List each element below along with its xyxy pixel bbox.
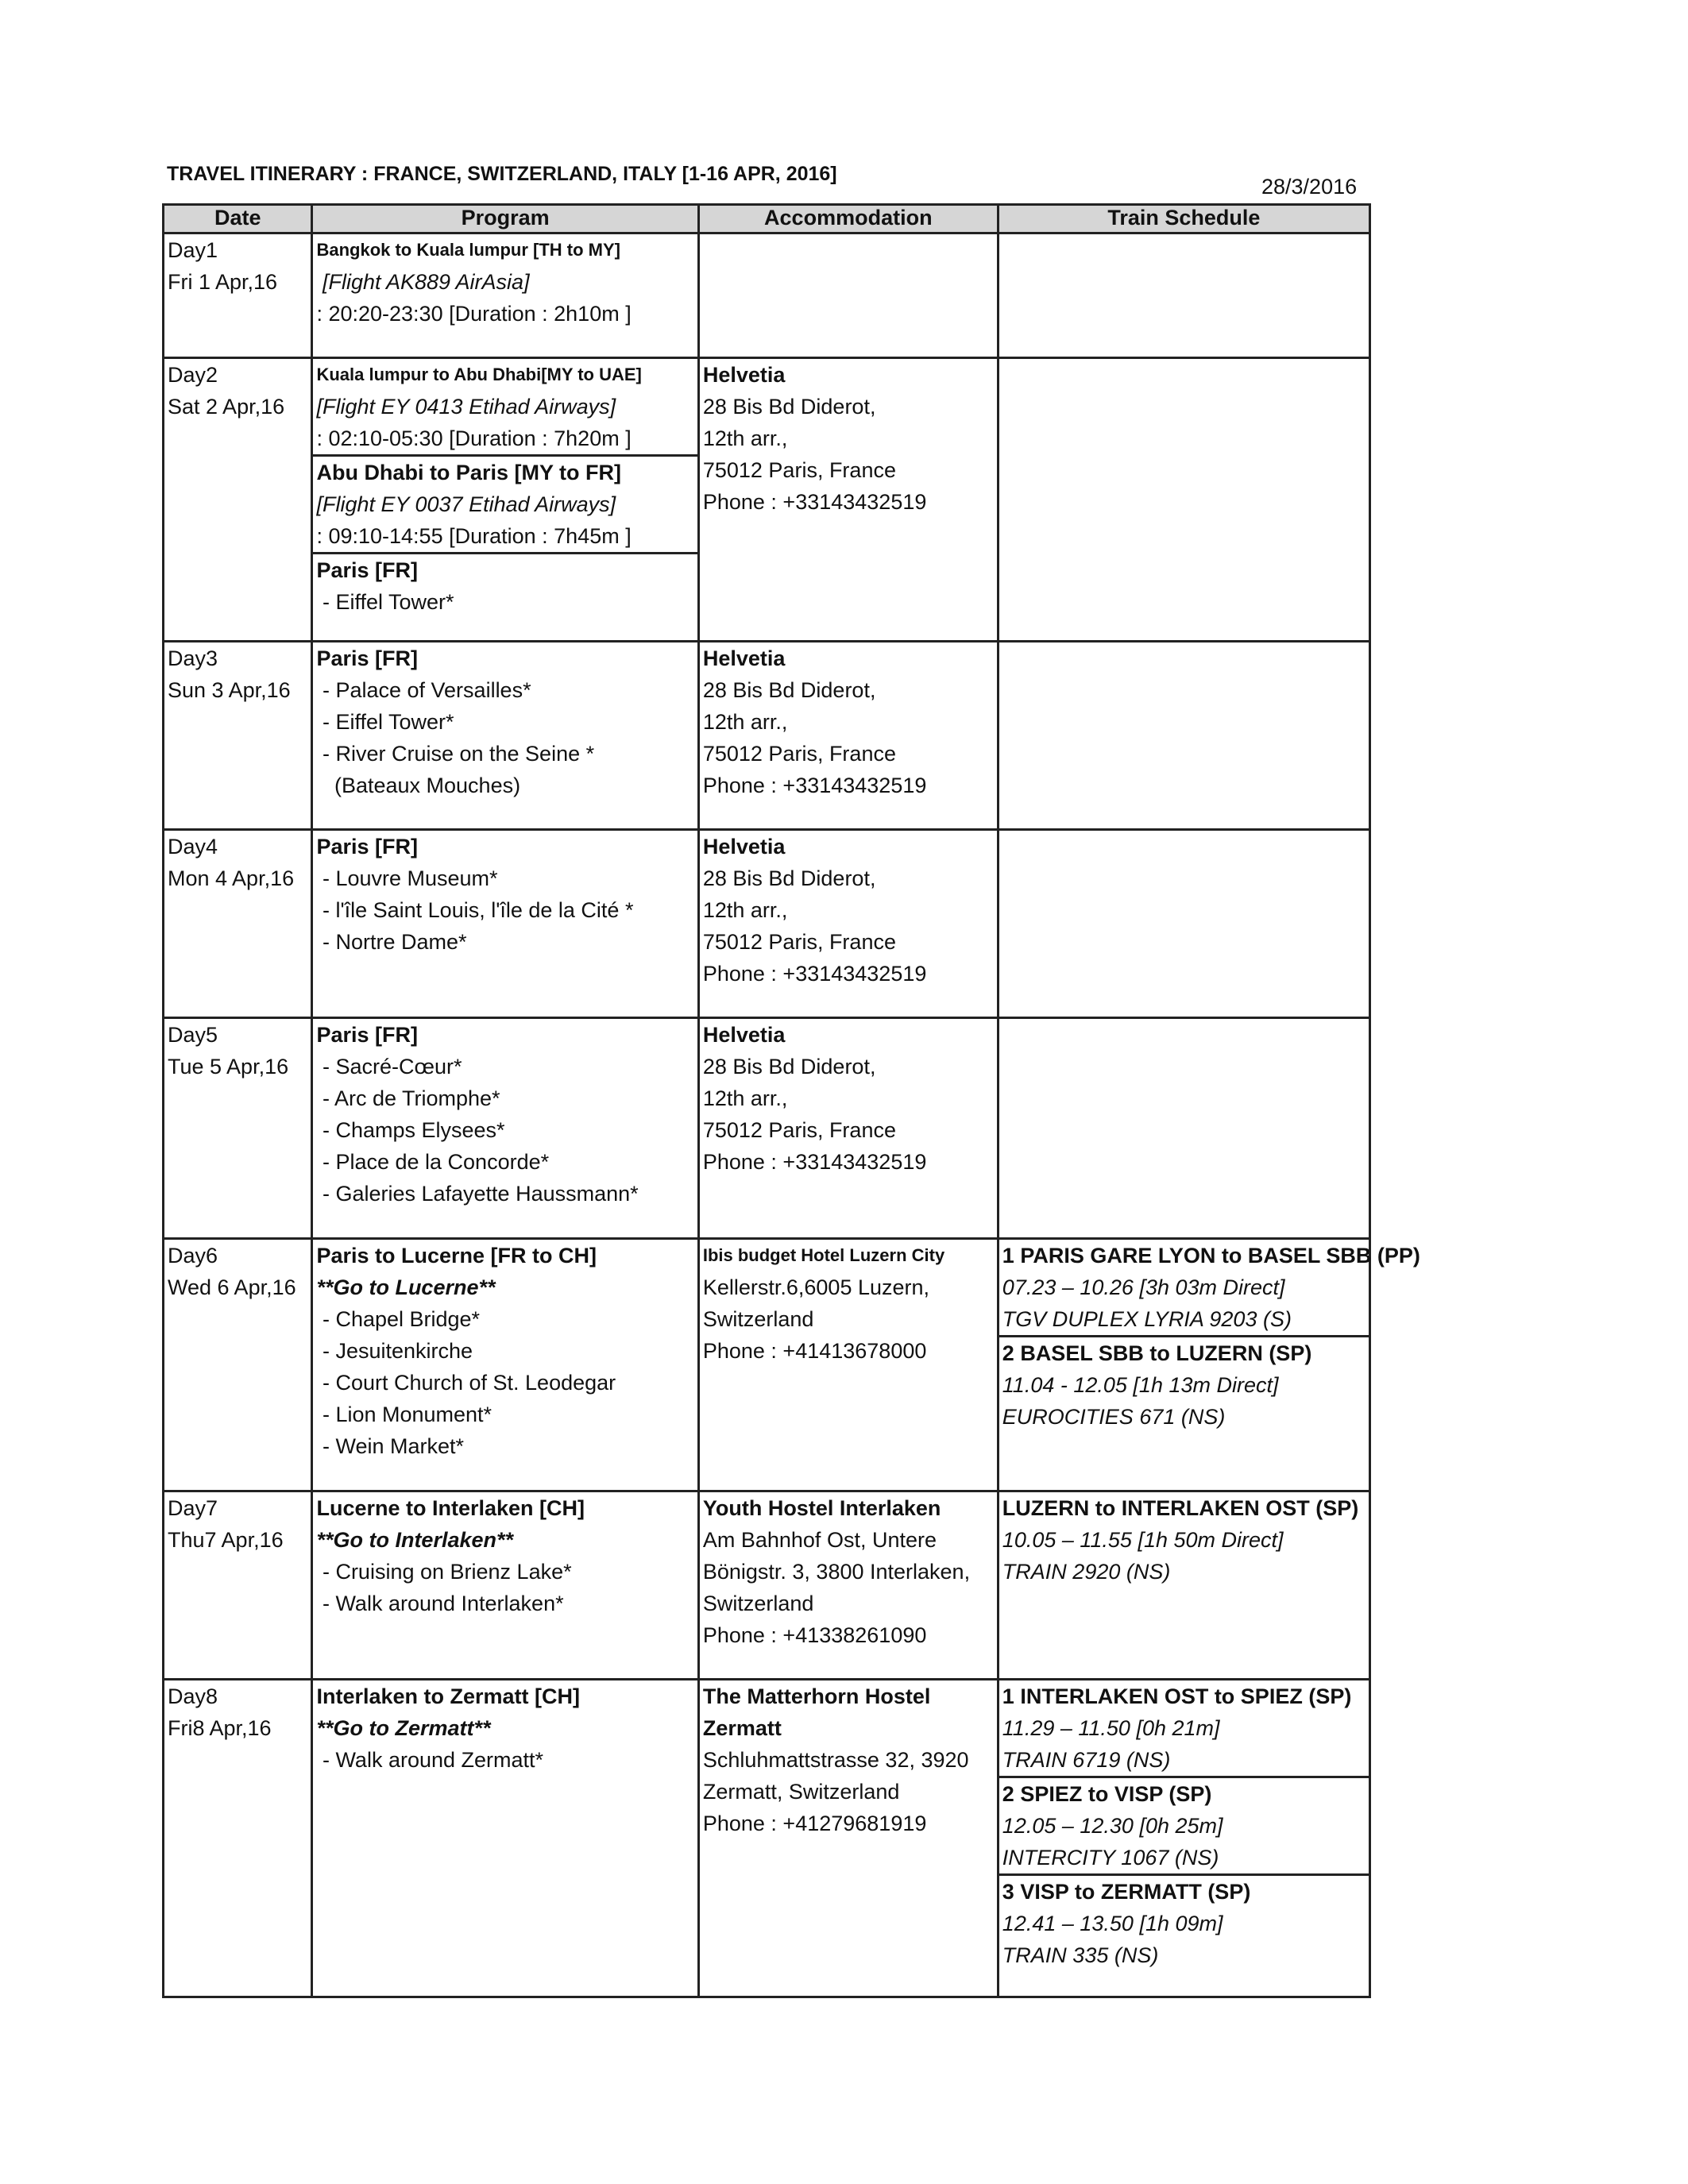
accommodation-line: Phone : +41338261090 [702, 1623, 927, 1647]
accommodation-line: 28 Bis Bd Diderot, [702, 866, 876, 890]
train-line: 1 PARIS GARE LYON to BASEL SBB (PP) [1002, 1244, 1420, 1268]
accommodation-cell [698, 1018, 998, 1239]
column-header-date: Date [164, 205, 312, 233]
program-segment [313, 642, 697, 801]
program-line: [Flight EY 0037 Etihad Airways] [316, 492, 616, 516]
program-cell [312, 1018, 698, 1239]
train-segment [999, 1337, 1369, 1433]
program-segment [313, 554, 697, 618]
accommodation-line: Kellerstr.6,6005 Luzern, [702, 1275, 930, 1299]
accommodation-line: Switzerland [702, 1307, 814, 1331]
accommodation-line: Helvetia [702, 1023, 786, 1047]
accommodation-line: 75012 Paris, France [702, 742, 896, 766]
day-label: Day4 [168, 835, 218, 859]
accommodation-line: Zermatt [702, 1716, 782, 1740]
program-cell [312, 1491, 698, 1680]
accommodation-line: 28 Bis Bd Diderot, [702, 1055, 876, 1078]
day-date: Fri 1 Apr,16 [168, 270, 278, 294]
program-line: Abu Dhabi to Paris [MY to FR] [316, 461, 621, 484]
program-line: - Sacré-Cœur* [316, 1055, 462, 1078]
table-header-row [164, 205, 1370, 233]
column-header-program: Program [312, 205, 698, 233]
program-segment [313, 1680, 697, 1776]
program-cell [312, 642, 698, 830]
day-label: Day7 [168, 1496, 218, 1520]
accommodation-line: 12th arr., [702, 426, 788, 450]
program-line: - l'île Saint Louis, l'île de la Cité * [316, 898, 634, 922]
train-schedule-cell [998, 642, 1369, 830]
accommodation-line: Schluhmattstrasse 32, 3920 [702, 1748, 969, 1772]
day-label: Day5 [168, 1023, 218, 1047]
train-line: EUROCITIES 671 (NS) [1002, 1405, 1226, 1429]
program-line: - Eiffel Tower* [316, 590, 454, 614]
accommodation-cell [698, 233, 998, 358]
date-cell [164, 1491, 312, 1680]
program-segment [313, 359, 697, 457]
program-line: Paris [FR] [316, 558, 418, 582]
accommodation-line: 75012 Paris, France [702, 930, 896, 954]
accommodation-line: 28 Bis Bd Diderot, [702, 678, 876, 702]
program-line: : 20:20-23:30 [Duration : 2h10m ] [316, 302, 632, 326]
program-line: - Lion Monument* [316, 1403, 492, 1426]
program-segment [313, 831, 697, 958]
day-date: Fri8 Apr,16 [168, 1716, 272, 1740]
program-line: - Jesuitenkirche [316, 1339, 473, 1363]
date-cell [164, 358, 312, 642]
program-segment [313, 457, 697, 554]
program-line: - Place de la Concorde* [316, 1150, 550, 1174]
table-row [164, 233, 1370, 358]
day-date: Sat 2 Apr,16 [168, 395, 285, 419]
program-line: Kuala lumpur to Abu Dhabi[MY to UAE] [316, 365, 642, 384]
day-date: Sun 3 Apr,16 [168, 678, 291, 702]
program-line: - Court Church of St. Leodegar [316, 1371, 616, 1395]
program-line: Lucerne to Interlaken [CH] [316, 1496, 585, 1520]
program-line: [Flight AK889 AirAsia] [316, 270, 530, 294]
train-segment [999, 1778, 1369, 1876]
accommodation-line: 28 Bis Bd Diderot, [702, 395, 876, 419]
date-cell [164, 642, 312, 830]
train-segment [999, 1680, 1369, 1778]
train-line: 12.05 – 12.30 [0h 25m] [1002, 1814, 1223, 1838]
day-label: Day2 [168, 363, 218, 387]
program-line: Paris [FR] [316, 1023, 418, 1047]
accommodation-line: Helvetia [702, 363, 786, 387]
accommodation-line: Phone : +41279681919 [702, 1812, 927, 1835]
accommodation-cell [698, 642, 998, 830]
day-label: Day8 [168, 1684, 218, 1708]
accommodation-line: Zermatt, Switzerland [702, 1780, 900, 1804]
program-line: - Champs Elysees* [316, 1118, 505, 1142]
train-line: 12.41 – 13.50 [1h 09m] [1002, 1912, 1223, 1935]
accommodation-line: The Matterhorn Hostel [702, 1684, 931, 1708]
program-line: - Louvre Museum* [316, 866, 498, 890]
program-line: Bangkok to Kuala lumpur [TH to MY] [316, 240, 621, 260]
document-date: 28/3/2016 [1261, 175, 1358, 199]
program-cell [312, 1239, 698, 1491]
accommodation-line: Switzerland [702, 1592, 814, 1615]
program-line: - Wein Market* [316, 1434, 464, 1458]
itinerary-table [162, 203, 1420, 1998]
program-line: - Palace of Versailles* [316, 678, 531, 702]
program-line: : 02:10-05:30 [Duration : 7h20m ] [316, 426, 632, 450]
accommodation-line: Bönigstr. 3, 3800 Interlaken, [702, 1560, 971, 1584]
train-segment [999, 1240, 1420, 1337]
train-schedule-cell [998, 1680, 1369, 1997]
accommodation-line: Phone : +41413678000 [702, 1339, 927, 1363]
program-cell [312, 233, 698, 358]
train-segment [999, 1876, 1369, 1971]
train-schedule-cell [998, 830, 1369, 1018]
accommodation-line: 75012 Paris, France [702, 458, 896, 482]
accommodation-cell [698, 358, 998, 642]
train-line: 1 INTERLAKEN OST to SPIEZ (SP) [1002, 1684, 1352, 1708]
table-row [164, 1018, 1370, 1239]
date-cell [164, 1018, 312, 1239]
day-date: Tue 5 Apr,16 [168, 1055, 289, 1078]
table-row [164, 1491, 1370, 1680]
program-line: - Nortre Dame* [316, 930, 467, 954]
day-date: Mon 4 Apr,16 [168, 866, 295, 890]
day-date: Thu7 Apr,16 [168, 1528, 284, 1552]
column-header-accommodation: Accommodation [698, 205, 998, 233]
date-cell [164, 830, 312, 1018]
program-segment [313, 1492, 697, 1619]
program-line: Paris [FR] [316, 835, 418, 859]
program-segment [313, 1240, 697, 1462]
train-segment [999, 1492, 1369, 1588]
day-date: Wed 6 Apr,16 [168, 1275, 296, 1299]
accommodation-cell [698, 1239, 998, 1491]
program-line: - Arc de Triomphe* [316, 1086, 500, 1110]
program-line: - Galeries Lafayette Haussmann* [316, 1182, 639, 1206]
train-line: 07.23 – 10.26 [3h 03m Direct] [1002, 1275, 1285, 1299]
accommodation-line: 12th arr., [702, 710, 788, 734]
program-line: **Go to Lucerne** [316, 1275, 496, 1299]
date-cell [164, 1239, 312, 1491]
accommodation-line: 75012 Paris, France [702, 1118, 896, 1142]
accommodation-cell [698, 830, 998, 1018]
accommodation-line: 12th arr., [702, 898, 788, 922]
train-schedule-cell [998, 1239, 1420, 1491]
program-line: Paris [FR] [316, 646, 418, 670]
train-line: 2 BASEL SBB to LUZERN (SP) [1002, 1341, 1312, 1365]
program-line: Paris to Lucerne [FR to CH] [316, 1244, 597, 1268]
accommodation-line: Am Bahnhof Ost, Untere [702, 1528, 937, 1552]
date-cell [164, 233, 312, 358]
program-line: - Chapel Bridge* [316, 1307, 481, 1331]
column-header-train-schedule: Train Schedule [998, 205, 1369, 233]
program-line: - River Cruise on the Seine * [316, 742, 595, 766]
train-schedule-cell [998, 233, 1369, 358]
train-line: 11.04 - 12.05 [1h 13m Direct] [1002, 1373, 1279, 1397]
table-row [164, 642, 1370, 830]
program-line: Interlaken to Zermatt [CH] [316, 1684, 580, 1708]
program-segment [313, 1019, 697, 1210]
train-schedule-cell [998, 358, 1369, 642]
train-line: 10.05 – 11.55 [1h 50m Direct] [1002, 1528, 1284, 1552]
table-row [164, 830, 1370, 1018]
day-label: Day1 [168, 238, 218, 262]
table-row [164, 358, 1370, 642]
train-line: TGV DUPLEX LYRIA 9203 (S) [1002, 1307, 1292, 1331]
train-line: LUZERN to INTERLAKEN OST (SP) [1002, 1496, 1359, 1520]
train-schedule-cell [998, 1491, 1369, 1680]
train-line: INTERCITY 1067 (NS) [1002, 1846, 1219, 1870]
day-label: Day6 [168, 1244, 218, 1268]
document-title: TRAVEL ITINERARY : FRANCE, SWITZERLAND, ITALY [1-16 APR, 2016] [167, 163, 837, 185]
day-label: Day3 [168, 646, 218, 670]
program-line: **Go to Zermatt** [316, 1716, 491, 1740]
table-row [164, 1680, 1370, 1997]
program-line: : 09:10-14:55 [Duration : 7h45m ] [316, 524, 632, 548]
program-cell [312, 830, 698, 1018]
accommodation-line: Helvetia [702, 646, 786, 670]
train-line: TRAIN 335 (NS) [1002, 1943, 1159, 1967]
program-line: [Flight EY 0413 Etihad Airways] [316, 395, 616, 419]
accommodation-line: Phone : +33143432519 [702, 962, 927, 986]
accommodation-cell [698, 1680, 998, 1997]
program-line: - Walk around Interlaken* [316, 1592, 564, 1615]
accommodation-line: Ibis budget Hotel Luzern City [702, 1245, 945, 1265]
accommodation-line: Phone : +33143432519 [702, 490, 927, 514]
itinerary-body [164, 233, 1420, 1997]
accommodation-line: Phone : +33143432519 [702, 774, 927, 797]
program-cell [312, 358, 698, 642]
program-line: - Cruising on Brienz Lake* [316, 1560, 572, 1584]
train-line: 2 SPIEZ to VISP (SP) [1002, 1782, 1212, 1806]
program-cell [312, 1680, 698, 1997]
accommodation-line: 12th arr., [702, 1086, 788, 1110]
accommodation-line: Helvetia [702, 835, 786, 859]
date-cell [164, 1680, 312, 1997]
accommodation-cell [698, 1491, 998, 1680]
program-line: (Bateaux Mouches) [316, 774, 521, 797]
train-line: 3 VISP to ZERMATT (SP) [1002, 1880, 1251, 1904]
train-line: 11.29 – 11.50 [0h 21m] [1002, 1716, 1220, 1740]
train-schedule-cell [998, 1018, 1369, 1239]
accommodation-line: Youth Hostel Interlaken [702, 1496, 941, 1520]
program-line: **Go to Interlaken** [316, 1528, 514, 1552]
table-row [164, 1239, 1370, 1491]
train-line: TRAIN 2920 (NS) [1002, 1560, 1171, 1584]
program-line: - Walk around Zermatt* [316, 1748, 544, 1772]
program-line: - Eiffel Tower* [316, 710, 454, 734]
train-line: TRAIN 6719 (NS) [1002, 1748, 1171, 1772]
accommodation-line: Phone : +33143432519 [702, 1150, 927, 1174]
program-segment [313, 234, 697, 330]
